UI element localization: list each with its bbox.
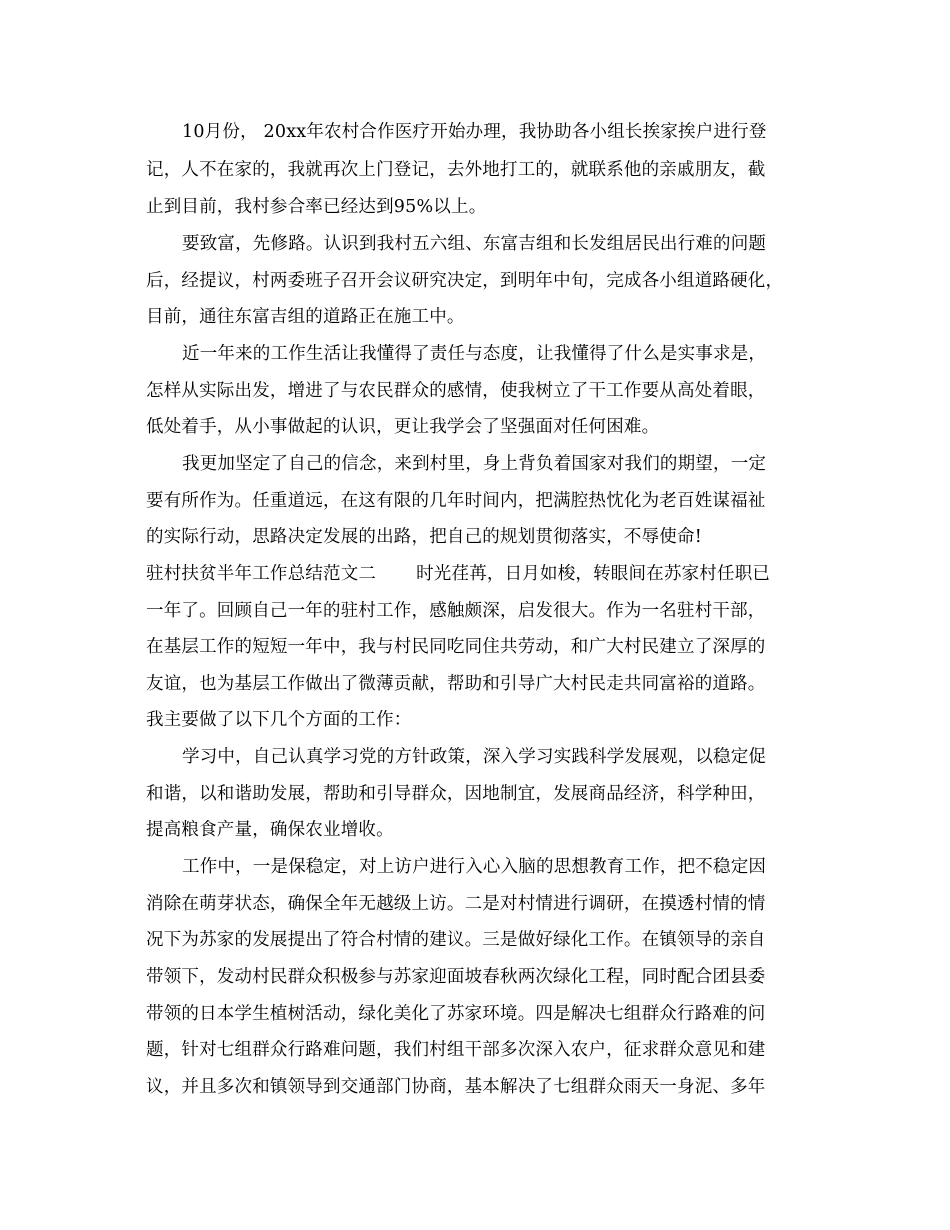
text-line: 况下为苏家的发展提出了符合村情的建议。三是做好绿化工作。在镇领导的亲自 [146,930,766,950]
text-line: 记，人不在家的，我就再次上门登记，去外地打工的，就联系他的亲戚朋友，截 [146,160,766,180]
text-line: 和谐，以和谐助发展，帮助和引导群众，因地制宜，发展商品经济，科学种田， [146,784,766,804]
text-line: 我更加坚定了自己的信念，来到村里，身上背负着国家对我们的期望，一定 [182,454,767,474]
text-line: 后，经提议，村两委班子召开会议研究决定，到明年中旬，完成各小组道路硬化， [146,271,784,291]
text-line: 带领下，发动村民群众积极参与苏家迎面坡春秋两次绿化工程，同时配合团县委 [146,967,766,987]
section-heading: 驻村扶贫半年工作总结范文二 [146,564,377,584]
section-heading-line [146,563,770,585]
text-line: 10月份， 20xx年农村合作医疗开始办理，我协助各小组长挨家挨户进行登 [182,122,767,142]
text-line: 友谊，也为基层工作做出了微薄贡献，帮助和引导广大村民走共同富裕的道路。 [146,674,766,694]
text-line: 目前，通往东富吉组的道路正在施工中。 [146,307,465,327]
text-line: 要致富，先修路。认识到我村五六组、东富吉组和长发组居民出行难的问题 [182,234,767,254]
text-line: 要有所作为。任重道远，在这有限的几年时间内，把满腔热忱化为老百姓谋福祉 [146,491,766,511]
text-line: 消除在萌芽状态，确保全年无越级上访。二是对村情进行调研，在摸透村情的情 [146,894,766,914]
text-line: 学习中，自己认真学习党的方针政策，深入学习实践科学发展观，以稳定促 [182,747,767,767]
text-line: 近一年来的工作生活让我懂得了责任与态度，让我懂得了什么是实事求是， [182,344,767,364]
text-segment: 时光荏苒，日月如梭，转眼间在苏家村任职已 [416,564,771,584]
text-line: 工作中，一是保稳定，对上访户进行入心入脑的思想教育工作，把不稳定因 [182,857,767,877]
text-line: 的实际行动，思路决定发展的出路，把自己的规划贯彻落实，不辱使命! [146,527,702,547]
text-line: 低处着手，从小事做起的认识，更让我学会了坚强面对任何困难。 [146,417,660,437]
text-line: 我主要做了以下几个方面的工作： [146,710,412,730]
text-line: 止到目前，我村参合率已经达到95%以上。 [146,197,487,217]
text-line: 提高粮食产量，确保农业增收。 [146,820,394,840]
text-line: 带领的日本学生植树活动，绿化美化了苏家环境。四是解决七组群众行路难的问 [146,1004,766,1024]
text-line: 题，针对七组群众行路难问题，我们村组干部多次深入农户，征求群众意见和建 [146,1040,766,1060]
text-line: 议，并且多次和镇领导到交通部门协商，基本解决了七组群众雨天一身泥、多年 [146,1077,766,1097]
text-line: 一年了。回顾自己一年的驻村工作，感触颇深，启发很大。作为一名驻村干部， [146,601,766,621]
text-line: 在基层工作的短短一年中，我与村民同吃同住共劳动，和广大村民建立了深厚的 [146,637,766,657]
text-line: 怎样从实际出发，增进了与农民群众的感情，使我树立了干工作要从高处着眼， [146,381,766,401]
